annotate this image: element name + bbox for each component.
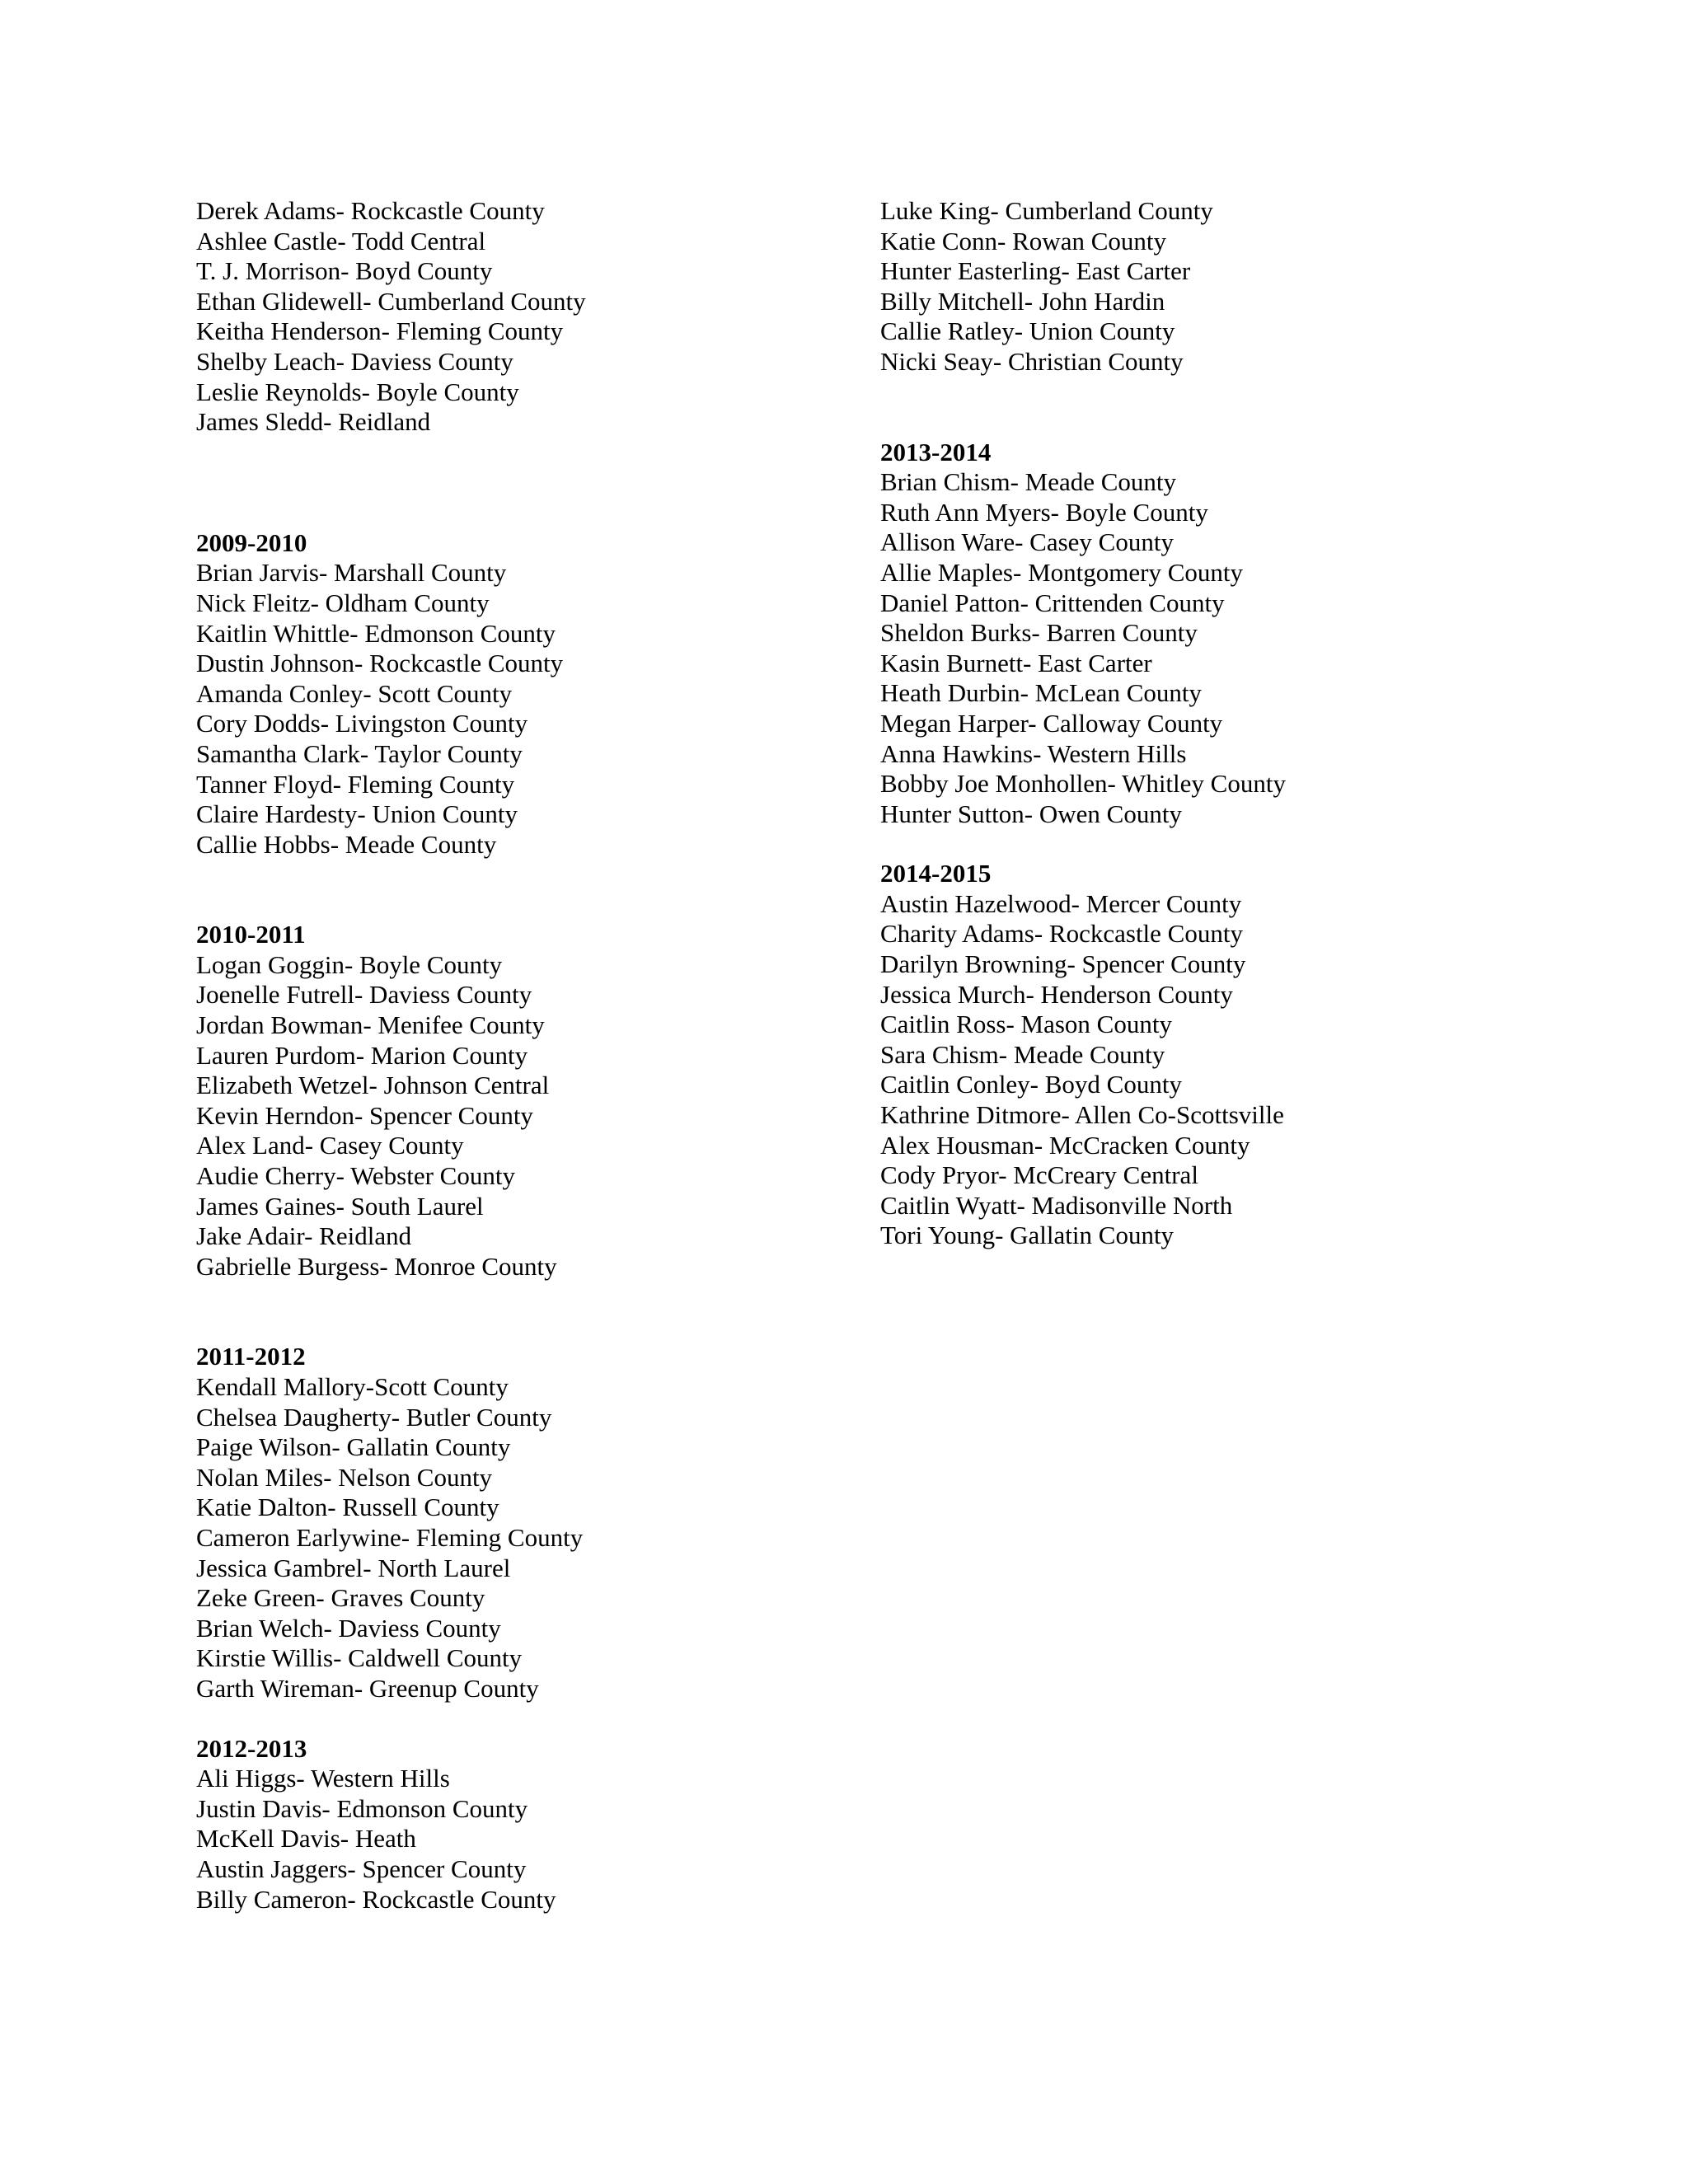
list-item: Shelby Leach- Daviess County bbox=[196, 346, 513, 376]
list-item: Elizabeth Wetzel- Johnson Central bbox=[196, 1071, 550, 1100]
list-item: McKell Davis- Heath bbox=[196, 1824, 416, 1854]
list-item: Kirstie Willis- Caldwell County bbox=[196, 1643, 523, 1673]
spacer bbox=[196, 1282, 839, 1342]
right-column bbox=[880, 196, 1622, 1251]
list-item: Ethan Glidewell- Cumberland County bbox=[196, 286, 586, 316]
spacer bbox=[880, 377, 1622, 438]
name-list bbox=[880, 889, 1622, 1251]
list-item: Billy Cameron- Rockcastle County bbox=[196, 1884, 556, 1914]
list-item: Samantha Clark- Taylor County bbox=[196, 738, 523, 768]
list-item: Kasin Burnett- East Carter bbox=[880, 648, 1152, 677]
list-item: Nick Fleitz- Oldham County bbox=[196, 588, 490, 617]
name-list bbox=[196, 1764, 839, 1915]
list-item: Hunter Easterling- East Carter bbox=[880, 256, 1191, 286]
list-item: Caitlin Ross- Mason County bbox=[880, 1010, 1172, 1039]
list-item: Paige Wilson- Gallatin County bbox=[196, 1432, 511, 1462]
list-item: Anna Hawkins- Western Hills bbox=[880, 738, 1187, 768]
list-item: Garth Wireman- Greenup County bbox=[196, 1673, 539, 1703]
list-item: Sara Chism- Meade County bbox=[880, 1039, 1165, 1069]
list-item: Lauren Purdom- Marion County bbox=[196, 1040, 528, 1070]
list-item: Kathrine Ditmore- Allen Co-Scottsville bbox=[880, 1100, 1284, 1130]
list-item: Billy Mitchell- John Hardin bbox=[880, 286, 1165, 316]
year-heading: 2009-2010 bbox=[196, 527, 307, 557]
list-item: Alex Housman- McCracken County bbox=[880, 1130, 1250, 1160]
name-list bbox=[196, 950, 839, 1282]
list-item: Daniel Patton- Crittenden County bbox=[880, 588, 1225, 617]
list-item: Austin Jaggers- Spencer County bbox=[196, 1854, 527, 1883]
list-item: Alex Land- Casey County bbox=[196, 1131, 464, 1160]
list-item: Caitlin Conley- Boyd County bbox=[880, 1070, 1182, 1099]
list-item: Jessica Murch- Henderson County bbox=[880, 979, 1233, 1009]
year-heading: 2011-2012 bbox=[196, 1342, 306, 1371]
year-heading: 2012-2013 bbox=[196, 1733, 307, 1763]
spacer bbox=[880, 829, 1622, 859]
list-item: Tanner Floyd- Fleming County bbox=[196, 769, 515, 799]
year-heading: 2010-2011 bbox=[196, 920, 306, 949]
list-item: Bobby Joe Monhollen- Whitley County bbox=[880, 769, 1286, 799]
list-item: Darilyn Browning- Spencer County bbox=[880, 949, 1246, 979]
year-heading: 2013-2014 bbox=[880, 437, 992, 466]
spacer bbox=[196, 860, 839, 920]
list-item: Charity Adams- Rockcastle County bbox=[880, 919, 1243, 949]
list-item: James Sledd- Reidland bbox=[196, 407, 431, 437]
list-item: Ashlee Castle- Todd Central bbox=[196, 226, 486, 255]
list-item: Cory Dodds- Livingston County bbox=[196, 709, 528, 738]
list-item: Nolan Miles- Nelson County bbox=[196, 1462, 493, 1492]
list-item: Claire Hardesty- Union County bbox=[196, 799, 518, 829]
list-item: Ruth Ann Myers- Boyle County bbox=[880, 497, 1208, 527]
list-item: Audie Cherry- Webster County bbox=[196, 1161, 515, 1191]
list-item: James Gaines- South Laurel bbox=[196, 1191, 484, 1221]
list-item: Hunter Sutton- Owen County bbox=[880, 799, 1182, 828]
list-item: Dustin Johnson- Rockcastle County bbox=[196, 649, 564, 678]
list-item: Justin Davis- Edmonson County bbox=[196, 1793, 528, 1823]
list-item: Derek Adams- Rockcastle County bbox=[196, 196, 545, 225]
list-item: Keitha Henderson- Fleming County bbox=[196, 316, 564, 346]
list-item: Allie Maples- Montgomery County bbox=[880, 557, 1243, 587]
list-item: Sheldon Burks- Barren County bbox=[880, 618, 1198, 648]
list-item: Katie Conn- Rowan County bbox=[880, 226, 1166, 255]
list-item: Kaitlin Whittle- Edmonson County bbox=[196, 618, 556, 648]
list-item: Austin Hazelwood- Mercer County bbox=[880, 888, 1242, 918]
list-item: Joenelle Futrell- Daviess County bbox=[196, 980, 532, 1010]
list-item: Tori Young- Gallatin County bbox=[880, 1221, 1175, 1250]
list-item: Caitlin Wyatt- Madisonville North bbox=[880, 1190, 1233, 1220]
list-item: Brian Welch- Daviess County bbox=[196, 1613, 501, 1643]
list-item: Heath Durbin- McLean County bbox=[880, 678, 1202, 708]
list-item: Callie Hobbs- Meade County bbox=[196, 829, 497, 859]
list-item: Kevin Herndon- Spencer County bbox=[196, 1100, 533, 1130]
spacer bbox=[196, 438, 839, 528]
list-item: T. J. Morrison- Boyd County bbox=[196, 256, 493, 286]
list-item: Nicki Seay- Christian County bbox=[880, 346, 1184, 376]
name-list bbox=[196, 196, 839, 438]
list-item: Cameron Earlywine- Fleming County bbox=[196, 1522, 584, 1552]
list-item: Katie Dalton- Russell County bbox=[196, 1493, 499, 1522]
list-item: Callie Ratley- Union County bbox=[880, 316, 1175, 346]
list-item: Logan Goggin- Boyle County bbox=[196, 949, 503, 979]
year-heading: 2014-2015 bbox=[880, 859, 992, 888]
list-item: Jordan Bowman- Menifee County bbox=[196, 1010, 545, 1040]
list-item: Brian Chism- Meade County bbox=[880, 467, 1177, 497]
list-item: Brian Jarvis- Marshall County bbox=[196, 558, 507, 588]
name-list bbox=[196, 558, 839, 860]
list-item: Cody Pryor- McCreary Central bbox=[880, 1160, 1198, 1190]
name-list bbox=[880, 196, 1622, 377]
list-item: Gabrielle Burgess- Monroe County bbox=[196, 1251, 557, 1281]
name-list bbox=[196, 1372, 839, 1704]
list-item: Ali Higgs- Western Hills bbox=[196, 1764, 450, 1793]
list-item: Allison Ware- Casey County bbox=[880, 527, 1174, 557]
list-item: Kendall Mallory-Scott County bbox=[196, 1372, 509, 1401]
list-item: Luke King- Cumberland County bbox=[880, 196, 1213, 225]
list-item: Leslie Reynolds- Boyle County bbox=[196, 377, 519, 406]
left-column bbox=[196, 196, 839, 1915]
list-item: Amanda Conley- Scott County bbox=[196, 678, 513, 708]
list-item: Jessica Gambrel- North Laurel bbox=[196, 1553, 511, 1582]
name-list bbox=[880, 467, 1622, 829]
list-item: Chelsea Daugherty- Butler County bbox=[196, 1402, 552, 1432]
spacer bbox=[196, 1704, 839, 1734]
list-item: Jake Adair- Reidland bbox=[196, 1221, 412, 1251]
list-item: Megan Harper- Calloway County bbox=[880, 708, 1223, 738]
list-item: Zeke Green- Graves County bbox=[196, 1583, 485, 1613]
